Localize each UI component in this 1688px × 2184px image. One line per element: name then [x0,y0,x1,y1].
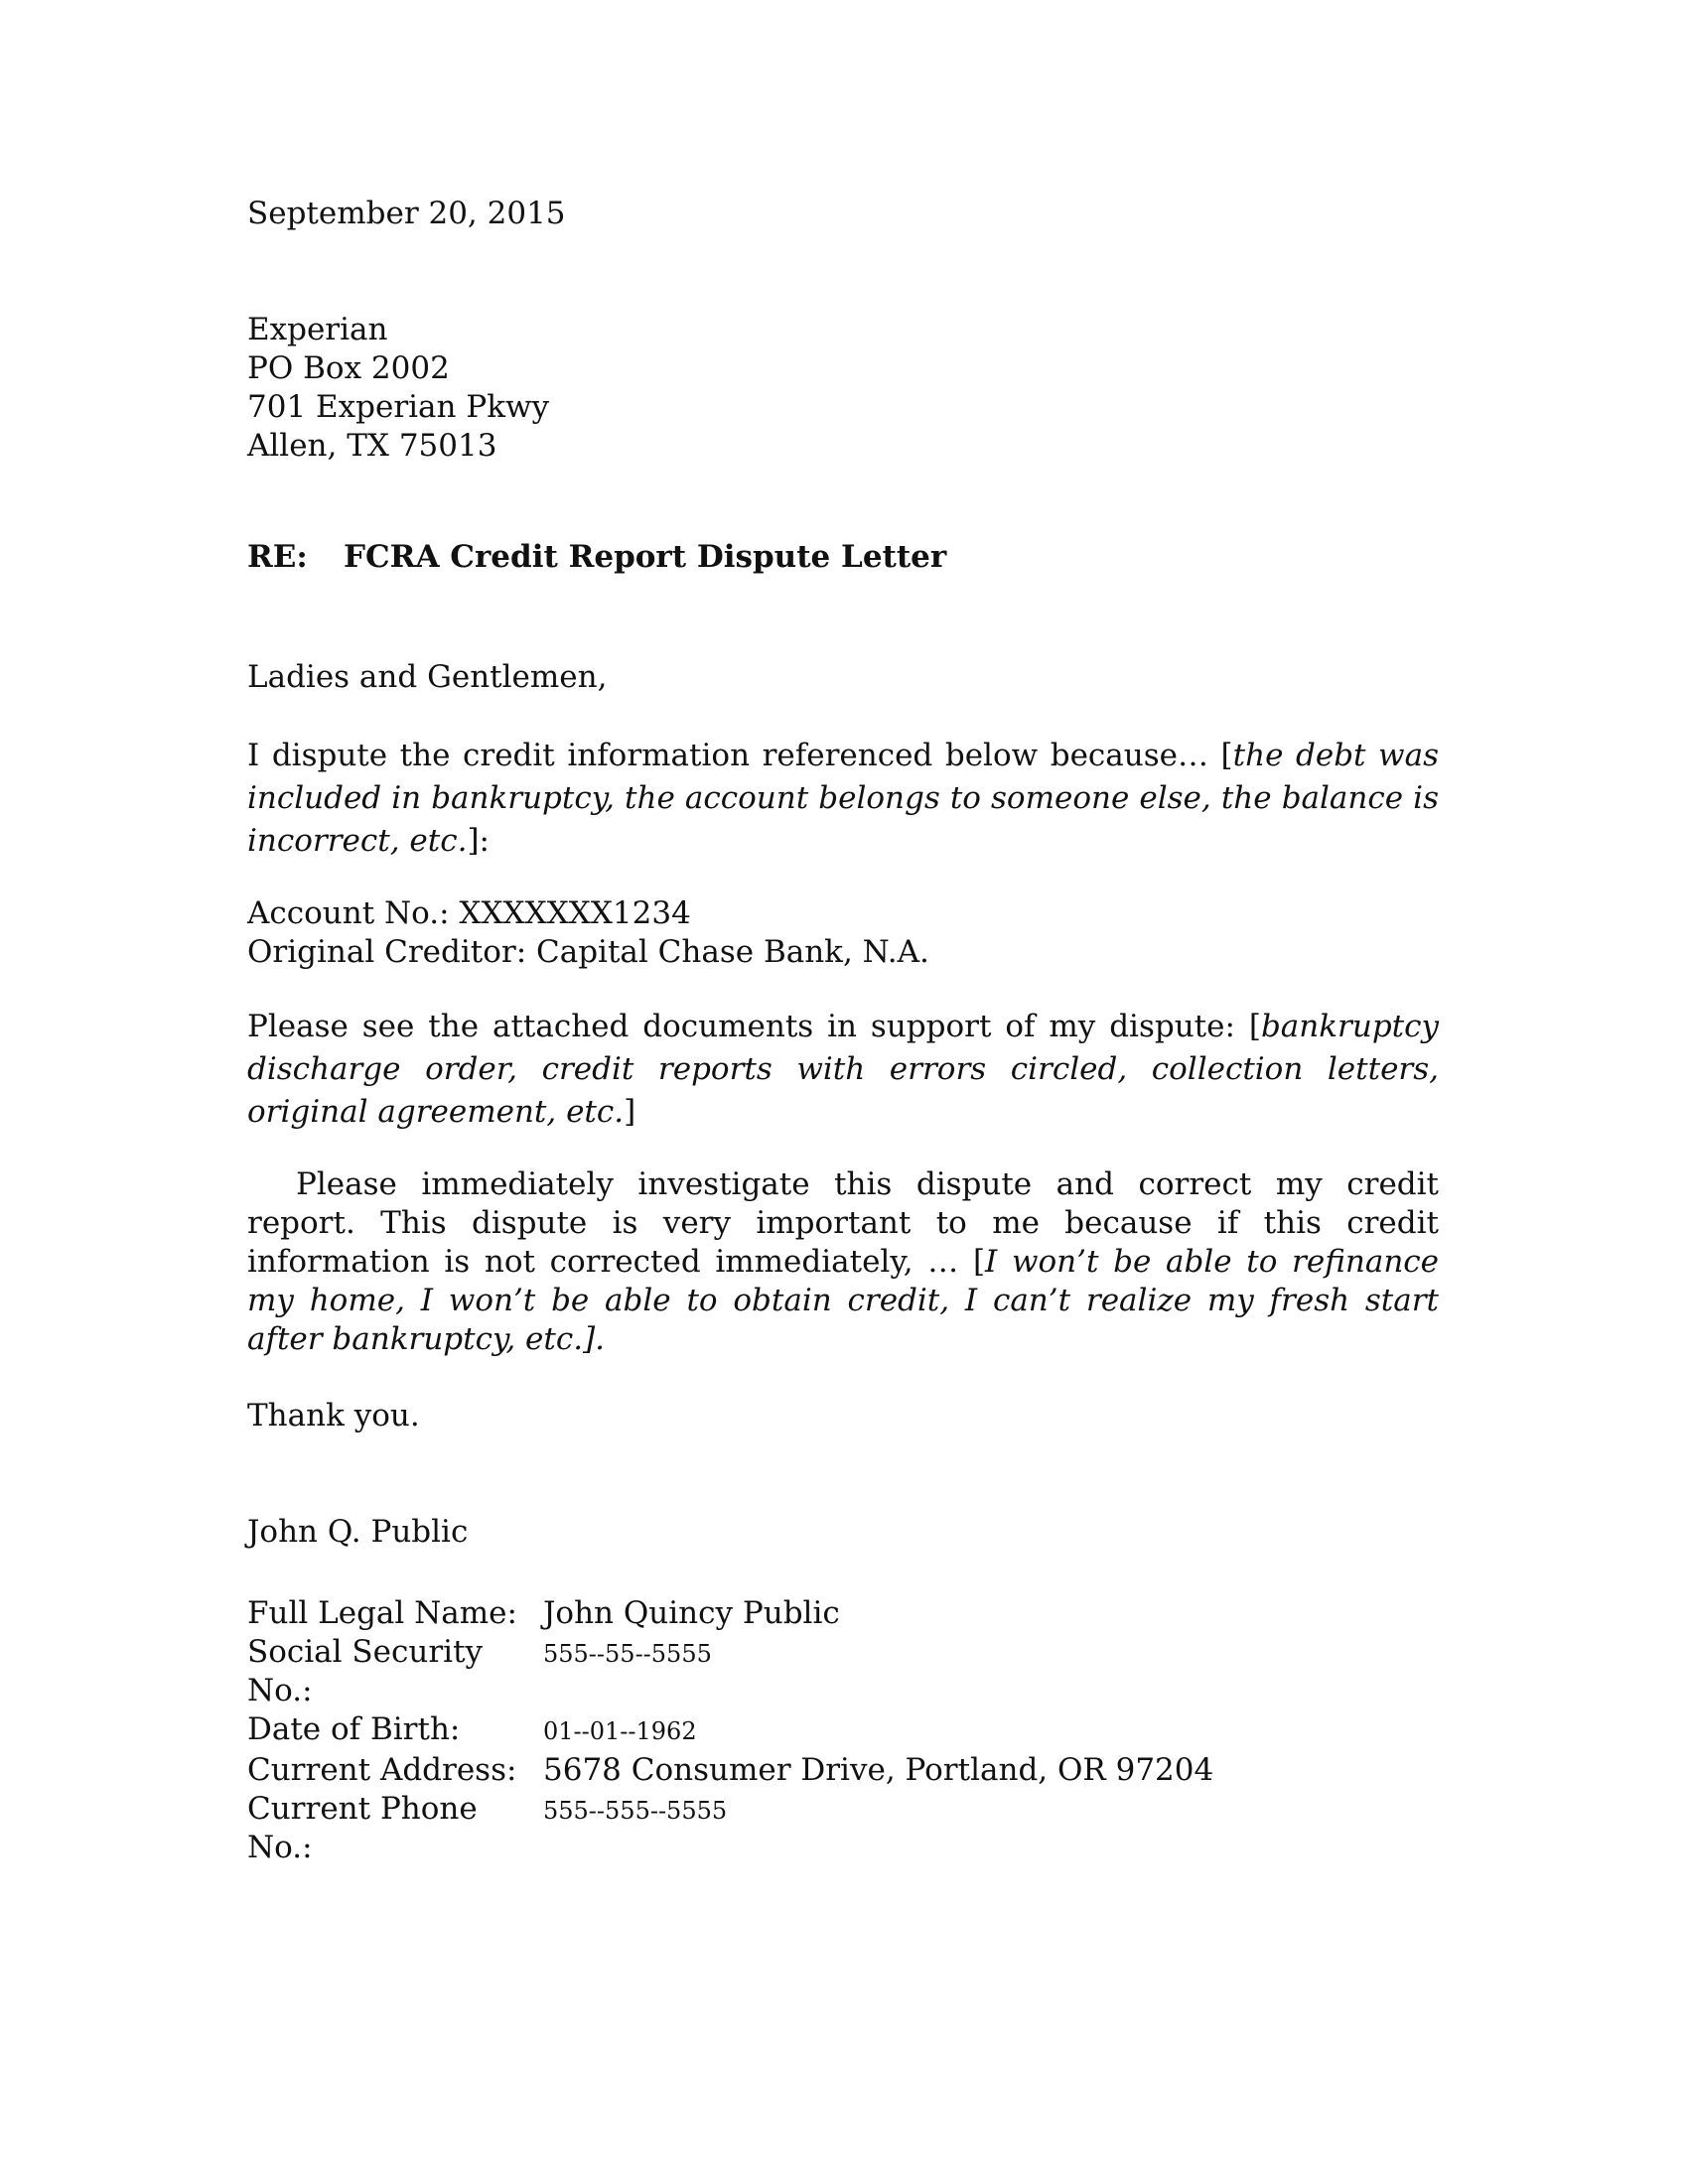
original-creditor: Original Creditor: Capital Chase Bank, N.A. [247,934,929,970]
recipient-line-2: PO Box 2002 [247,350,450,386]
info-label: Current Phone No.: [247,1791,478,1865]
letter-date: September 20, 2015 [247,196,566,231]
info-row [247,1633,1213,1710]
info-label: Social Security No.: [247,1634,484,1708]
recipient-line-3: 701 Experian Pkwy [247,389,550,425]
info-row [247,1710,1213,1751]
recipient-line-1: Experian [247,312,388,347]
investigate-examples: I won’t be able to refinance my home, I won’t be able to obtain credit, I can’t realize my fresh start after bankruptcy, etc.]. [247,1244,1439,1357]
personal-info-table [247,1594,1213,1867]
investigate-text: Please immediately investigate this dispute and correct my credit report. This dispute is very important to me because if this credit information is not corrected immediately, … [ [247,1166,1439,1280]
dispute-reason-paragraph [247,735,1439,863]
dispute-reason-examples: the debt was included in bankruptcy, the account belongs to someone else, the balance is incorrect, etc. [247,738,1439,859]
account-details [247,894,1439,972]
attachments-paragraph [247,1006,1439,1134]
attachments-text: Please see the attached documents in support of my dispute: [ [247,1009,1261,1044]
letter-body [247,195,1439,1867]
subject-text: FCRA Credit Report Dispute Letter [344,539,947,575]
recipient-address [247,311,1439,466]
info-row [247,1790,1213,1867]
closing: Thank you. [247,1398,420,1433]
info-value: 5678 Consumer Drive, Portland, OR 97204 [543,1752,1214,1788]
subject-line [247,538,1439,577]
account-number: Account No.: XXXXXXX1234 [247,895,691,931]
info-label: Current Address: [247,1752,517,1788]
attachments-end: ] [624,1094,636,1130]
recipient-line-4: Allen, TX 75013 [247,428,497,464]
signature-name: John Q. Public [247,1514,469,1550]
info-value: 555--55--5555 [543,1640,712,1668]
info-row [247,1594,1213,1633]
investigate-paragraph [247,1165,1439,1359]
info-label: Date of Birth: [247,1711,461,1747]
info-value: John Quincy Public [543,1595,840,1631]
info-label: Full Legal Name: [247,1595,517,1631]
dispute-reason-text: I dispute the credit information referenced below because… [ [247,738,1233,773]
subject-label: RE: [247,539,308,575]
info-row [247,1751,1213,1790]
dispute-reason-end: ]: [467,823,490,859]
attachments-examples: bankruptcy discharge order, credit reports with errors circled, collection letters, original agreement, etc. [247,1009,1439,1130]
salutation: Ladies and Gentlemen, [247,659,608,695]
info-value: 01--01--1962 [543,1717,697,1745]
info-value: 555--555--5555 [543,1797,728,1825]
